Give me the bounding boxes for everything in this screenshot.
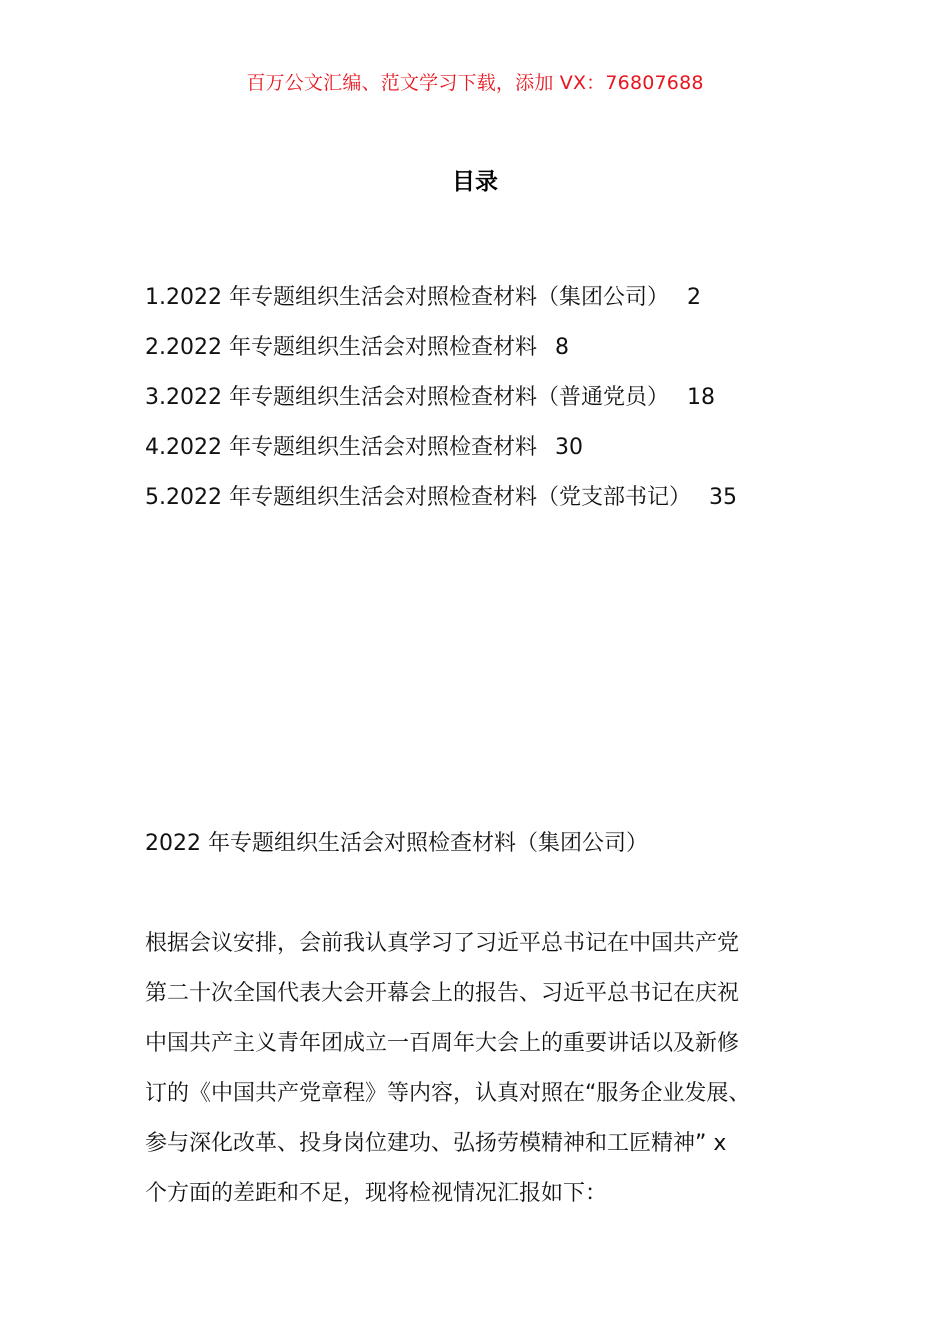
body-line: 个方面的差距和不足，现将检视情况汇报如下： [145,1181,608,1206]
toc-item-page: 35 [708,485,737,510]
toc-item[interactable] [145,332,905,382]
body-paragraph [145,928,825,1228]
toc-item[interactable] [145,282,905,332]
toc-item-page: 2 [686,285,701,310]
header-contact-note: 百万公文汇编、范文学习下载，添加 VX：76807688 [246,72,704,94]
toc-item-label: 2.2022 年专题组织生活会对照检查材料 [145,335,537,360]
toc-title: 目录 [452,169,498,195]
body-line: 中国共产主义青年团成立一百周年大会上的重要讲话以及新修 [145,1031,740,1056]
toc-item-label: 3.2022 年专题组织生活会对照检查材料（普通党员） [145,385,669,410]
body-line: 第二十次全国代表大会开幕会上的报告、习近平总书记在庆祝 [145,981,740,1006]
toc-item-page: 18 [686,385,715,410]
body-line: 参与深化改革、投身岗位建功、弘扬劳模精神和工匠精神” x [145,1131,727,1156]
toc-item-label: 5.2022 年专题组织生活会对照检查材料（党支部书记） [145,485,691,510]
toc-item-page: 30 [554,435,583,460]
body-line: 订的《中国共产党章程》等内容，认真对照在“服务企业发展、 [145,1081,751,1106]
table-of-contents [145,282,905,532]
section-title: 2022 年专题组织生活会对照检查材料（集团公司） [145,831,648,856]
body-line: 根据会议安排，会前我认真学习了习近平总书记在中国共产党 [145,931,740,956]
toc-item[interactable] [145,432,905,482]
toc-item-label: 4.2022 年专题组织生活会对照检查材料 [145,435,537,460]
toc-item[interactable] [145,382,905,432]
toc-item-page: 8 [554,335,569,360]
toc-item-label: 1.2022 年专题组织生活会对照检查材料（集团公司） [145,285,669,310]
toc-item[interactable] [145,482,905,532]
